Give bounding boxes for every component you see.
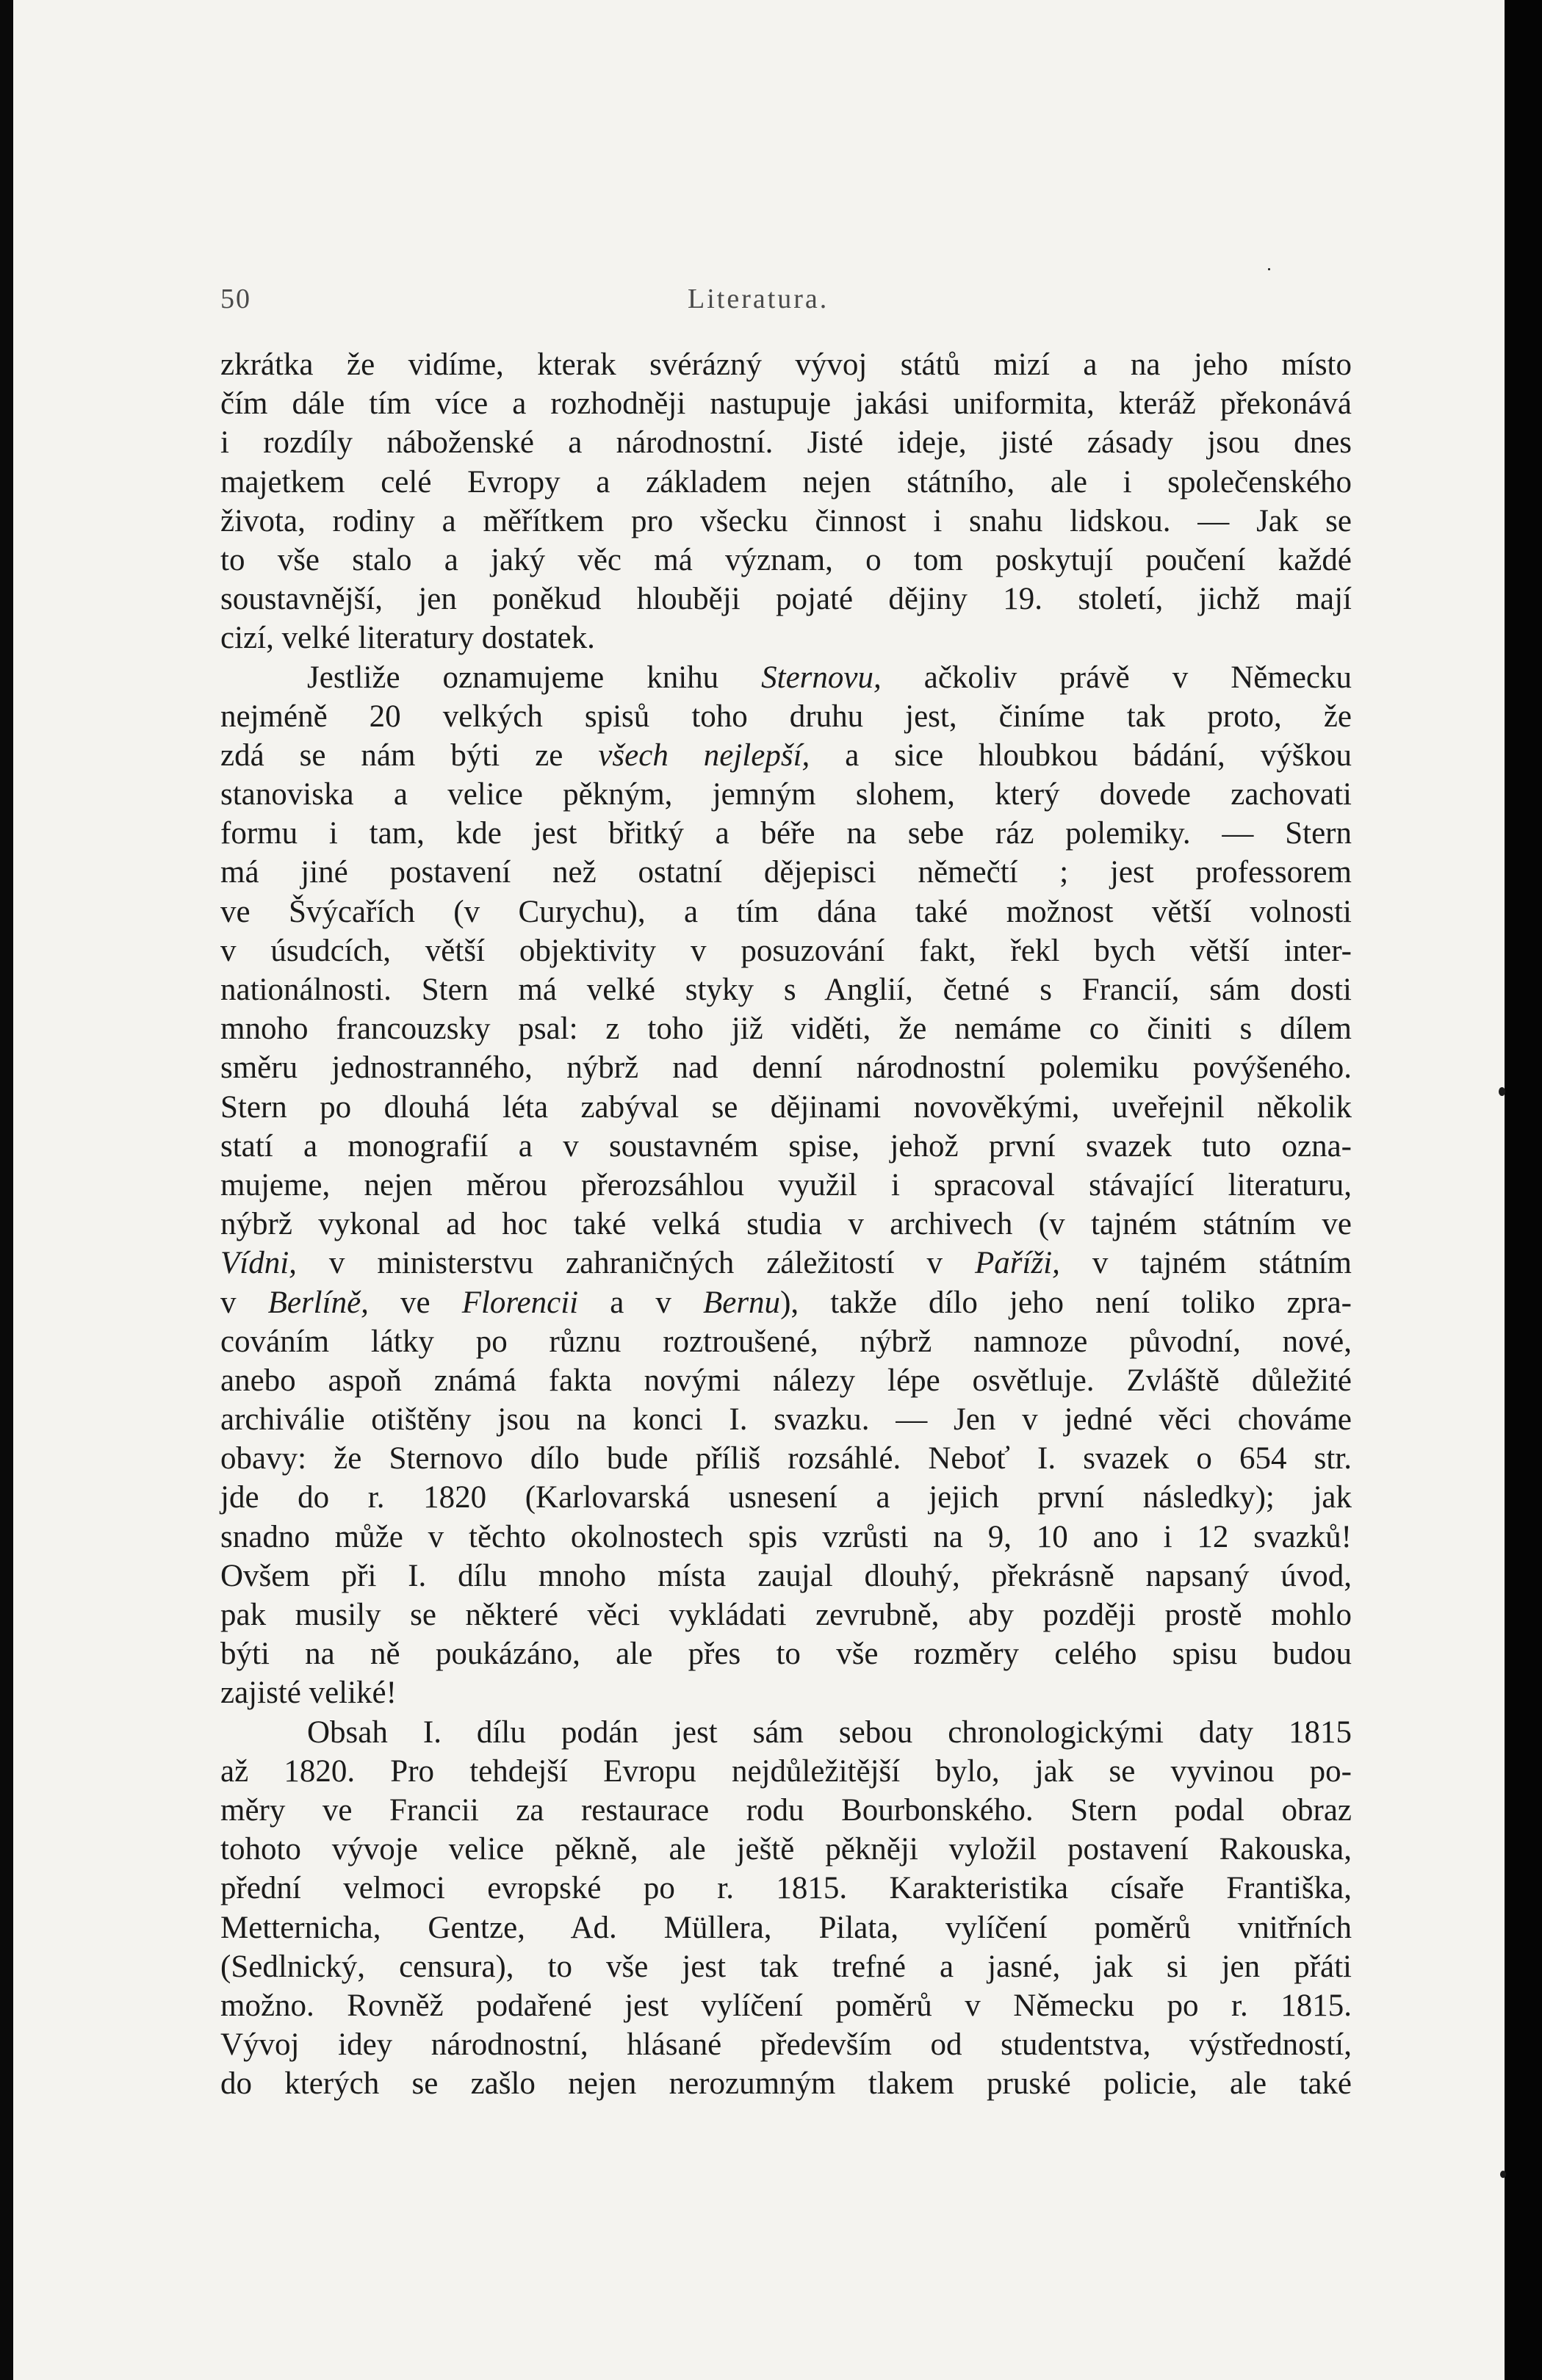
- italic-fragment: Vídni,: [220, 1246, 297, 1281]
- text-line: [220, 1166, 1352, 1205]
- text-line: [220, 1400, 1352, 1439]
- italic-fragment: Berlíně,: [267, 1285, 369, 1320]
- text-line: [220, 931, 1352, 970]
- text-line: [220, 1009, 1352, 1048]
- text-fragment: to vše stalo a jaký věc má význam, o tom poskytují poučení každé: [220, 542, 1352, 577]
- text-fragment: Metternicha, Gentze, Ad. Müllera, Pilata, vylíčení poměrů vnitřních: [220, 1910, 1352, 1945]
- text-line: [220, 1869, 1352, 1908]
- page-number: 50: [220, 284, 251, 314]
- italic-fragment: Florencii: [461, 1285, 579, 1320]
- text-fragment: statí a monografií a v soustavném spise, jehož první svazek tuto ozna-: [220, 1128, 1352, 1164]
- text-line: [220, 1557, 1352, 1595]
- text-line: [220, 1478, 1352, 1517]
- text-line: [220, 697, 1352, 736]
- text-fragment: cováním látky po různu roztroušené, nýbrž namnoze původní, nové,: [220, 1324, 1352, 1359]
- text-line: [220, 580, 1352, 619]
- text-line: [220, 2064, 1352, 2103]
- text-line: [220, 1947, 1352, 1986]
- text-line: [220, 1205, 1352, 1244]
- text-fragment: v úsudcích, větší objektivity v posuzování fakt, řekl bych větší inter-: [220, 933, 1352, 968]
- text-fragment: majetkem celé Evropy a základem nejen státního, ale i společenského: [220, 464, 1352, 500]
- text-fragment: Vývoj idey národnostní, hlásané především od studentstva, výstředností,: [220, 2027, 1352, 2063]
- text-fragment: býti na ně poukázáno, ale přes to vše rozměry celého spisu budou: [220, 1637, 1352, 1672]
- text-line: [220, 1088, 1352, 1127]
- text-fragment: obavy: že Sternovo dílo bude příliš rozsáhlé. Neboť I. svazek o 654 str.: [220, 1441, 1352, 1476]
- text-line: [220, 1752, 1352, 1791]
- text-fragment: mujeme, nejen měrou přerozsáhlou využil i spracoval stávající literaturu,: [220, 1167, 1352, 1202]
- text-line: [220, 541, 1352, 580]
- text-line: [220, 463, 1352, 502]
- text-fragment: nationálnosti. Stern má velké styky s Anglií, četné s Francií, sám dosti: [220, 973, 1352, 1007]
- text-fragment: nejméně 20 velkých spisů toho druhu jest, činíme tak proto, že: [220, 699, 1352, 734]
- scan-speck: [1500, 2171, 1506, 2178]
- text-fragment: stanoviska a velice pěkným, jemným slohem, který dovede zachovati: [220, 777, 1352, 812]
- text-fragment: ve Švýcařích (v Curychu), a tím dána také možnost větší volnosti: [220, 894, 1352, 929]
- text-fragment: Jestliže oznamujeme knihu: [307, 660, 762, 695]
- text-fragment: jde do r. 1820 (Karlovarská usnesení a jejich první následky); jak: [220, 1480, 1352, 1515]
- text-fragment: zkrátka že vidíme, kterak svérázný vývoj států mizí a na jeho místo: [220, 347, 1352, 382]
- text-line: [220, 1283, 1352, 1322]
- text-fragment: Ovšem při I. dílu mnoho místa zaujal dlouhý, překrásně napsaný úvod,: [220, 1558, 1352, 1593]
- scan-speck: [1268, 268, 1270, 270]
- text-fragment: v: [220, 1285, 268, 1320]
- italic-fragment: Paříži,: [975, 1246, 1060, 1281]
- text-fragment: možno. Rovněž podařené jest vylíčení poměrů v Německu po r. 1815.: [220, 1988, 1352, 2023]
- text-line: [220, 1791, 1352, 1830]
- text-fragment: zajisté veliké!: [220, 1676, 397, 1711]
- text-line: [220, 1439, 1352, 1478]
- text-fragment: Stern po dlouhá léta zabýval se dějinami novověkými, uveřejnil několik: [220, 1089, 1352, 1125]
- running-title: Literatura.: [688, 284, 829, 314]
- text-line: [220, 970, 1352, 1009]
- text-fragment: tohoto vývoje velice pěkně, ale ještě pěkněji vyložil postavení Rakouska,: [220, 1832, 1352, 1867]
- text-line: [220, 814, 1352, 853]
- text-line: [220, 1048, 1352, 1087]
- text-line: [220, 1673, 1352, 1712]
- text-fragment: má jiné postavení než ostatní dějepisci němečtí ; jest professorem: [220, 855, 1352, 890]
- scan-right-border: [1505, 0, 1542, 2380]
- text-line: [220, 1518, 1352, 1557]
- text-line: [220, 1634, 1352, 1673]
- text-line: [220, 1322, 1352, 1361]
- text-line: [220, 775, 1352, 814]
- text-fragment: (Sedlnický, censura), to vše jest tak trefné a jasné, jak si jen přáti: [220, 1949, 1352, 1984]
- scan-left-border: [0, 0, 13, 2380]
- text-fragment: čím dále tím více a rozhodněji nastupuje jakási uniformita, kteráž překonává: [220, 386, 1352, 422]
- text-fragment: měry ve Francii za restaurace rodu Bourbonského. Stern podal obraz: [220, 1792, 1352, 1828]
- text-fragment: archiválie otištěny jsou na konci I. svazku. — Jen v jedné věci chováme: [220, 1402, 1352, 1438]
- italic-fragment: všech nejlepší,: [598, 738, 810, 773]
- scan-speck: [1499, 1087, 1505, 1096]
- text-fragment: formu i tam, kde jest břitký a béře na sebe ráz polemiky. — Stern: [220, 816, 1352, 851]
- text-fragment: ), takže dílo jeho není toliko zpra-: [780, 1285, 1352, 1320]
- text-fragment: snadno může v těchto okolnostech spis vzrůsti na 9, 10 ano i 12 svazků!: [220, 1519, 1352, 1554]
- text-line: [220, 1986, 1352, 2025]
- text-fragment: cizí, velké literatury dostatek.: [220, 621, 595, 656]
- text-fragment: anebo aspoň známá fakta novými nálezy lépe osvětluje. Zvláště důležité: [220, 1363, 1352, 1398]
- text-line: [220, 2025, 1352, 2064]
- text-line: [220, 892, 1352, 931]
- text-fragment: života, rodiny a měřítkem pro všecku činnost i snahu lidskou. — Jak se: [220, 503, 1352, 538]
- text-line: [220, 658, 1352, 697]
- text-line: [220, 619, 1352, 657]
- text-fragment: pak musily se některé věci vykládati zevrubně, aby později prostě mohlo: [220, 1598, 1352, 1632]
- text-fragment: až 1820. Pro tehdejší Evropu nejdůležitější bylo, jak se vyvinou po-: [220, 1753, 1352, 1789]
- text-line: [220, 1361, 1352, 1400]
- italic-fragment: Bernu: [702, 1285, 781, 1320]
- italic-fragment: Sternovu,: [761, 660, 882, 695]
- text-fragment: i rozdíly náboženské a národnostní. Jisté ideje, jisté zásady jsou dnes: [220, 425, 1352, 461]
- text-line: [220, 1713, 1352, 1752]
- text-line: [220, 1244, 1352, 1283]
- text-fragment: směru jednostranného, nýbrž nad denní národnostní polemiku povýšeného.: [220, 1050, 1352, 1086]
- text-line: [220, 1908, 1352, 1947]
- text-fragment: mnoho francouzsky psal: z toho již viděti, že nemáme co činiti s dílem: [220, 1012, 1352, 1047]
- text-fragment: a v: [578, 1285, 703, 1320]
- page-header: [220, 283, 1352, 320]
- text-fragment: přední velmoci evropské po r. 1815. Karakteristika císaře Františka,: [220, 1871, 1352, 1906]
- text-fragment: v tajném státním: [1059, 1246, 1352, 1281]
- text-line: [220, 853, 1352, 892]
- text-line: [220, 345, 1352, 384]
- text-fragment: Obsah I. dílu podán jest sám sebou chronologickými daty 1815: [307, 1714, 1352, 1750]
- text-line: [220, 1595, 1352, 1634]
- text-fragment: nýbrž vykonal ad hoc také velká studia v archivech (v tajném státním ve: [220, 1207, 1352, 1242]
- text-line: [220, 1830, 1352, 1869]
- text-fragment: a sice hloubkou bádání, výškou: [810, 738, 1352, 773]
- body-text: [220, 345, 1352, 2103]
- text-line: [220, 1127, 1352, 1166]
- text-fragment: ačkoliv právě v Německu: [881, 660, 1352, 695]
- text-line: [220, 736, 1352, 775]
- text-fragment: soustavnější, jen poněkud hlouběji pojaté dějiny 19. století, jichž mají: [220, 582, 1352, 617]
- text-fragment: zdá se nám býti ze: [220, 738, 599, 773]
- text-line: [220, 384, 1352, 423]
- text-fragment: do kterých se zašlo nejen nerozumným tlakem pruské policie, ale také: [220, 2066, 1352, 2102]
- text-fragment: ve: [368, 1285, 462, 1320]
- text-fragment: v ministerstvu zahraničných záležitostí v: [296, 1246, 975, 1281]
- text-line: [220, 423, 1352, 462]
- text-line: [220, 502, 1352, 541]
